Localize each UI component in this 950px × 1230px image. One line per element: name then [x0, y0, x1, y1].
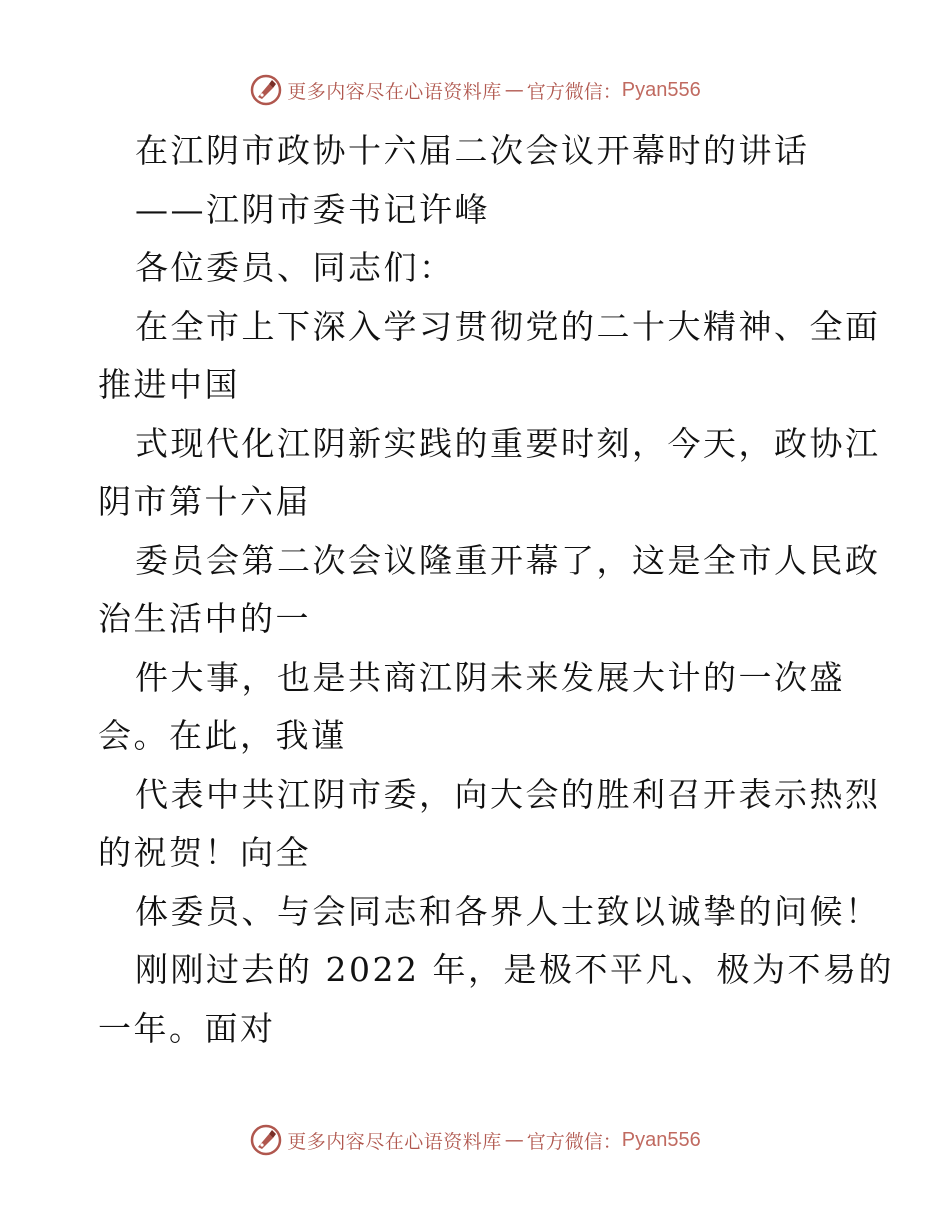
paragraph-line: 阴市第十六届: [98, 482, 311, 521]
header-watermark: [0, 70, 950, 110]
pen-nib-logo-icon: [249, 73, 283, 107]
paragraph-line: 代表中共江阴市委，向大会的胜利召开表示热烈: [135, 774, 881, 814]
paragraph-line: 式现代化江阴新实践的重要时刻，今天，政协江: [135, 423, 881, 463]
paragraph-line: 治生活中的一: [98, 599, 311, 638]
paragraph-line: 的祝贺！向全: [98, 833, 311, 872]
footer-watermark: [0, 1120, 950, 1160]
document-title: 在江阴市政协十六届二次会议开幕时的讲话: [135, 131, 810, 170]
paragraph-line: 推进中国: [98, 365, 240, 404]
paragraph-line: 在全市上下深入学习贯彻党的二十大精神、全面: [135, 306, 881, 346]
watermark-separator: —: [504, 79, 524, 101]
watermark-wechat-id: Pyan556: [621, 1128, 701, 1151]
paragraph-line: 体委员、与会同志和各界人士致以诚挚的问候！: [135, 891, 881, 931]
paragraph-line: 件大事，也是共商江阴未来发展大计的一次盛: [135, 657, 845, 697]
watermark-wechat-label: 官方微信：: [526, 80, 622, 103]
watermark-wechat-id: Pyan556: [621, 78, 701, 101]
document-subtitle: ——江阴市委书记许峰: [135, 189, 490, 229]
watermark-text: 更多内容尽在心语资料库: [287, 80, 502, 103]
paragraph-line: 一年。面对: [98, 1008, 276, 1048]
document-body: [98, 122, 894, 1058]
paragraph-line: 会。在此，我谨: [98, 716, 347, 755]
watermark-wechat-label: 官方微信：: [526, 1130, 622, 1153]
pen-nib-logo-icon: [249, 1123, 283, 1157]
salutation: 各位委员、同志们：: [135, 248, 455, 287]
paragraph-line: 刚刚过去的 2022 年，是极不平凡、极为不易的: [135, 950, 894, 989]
watermark-separator: —: [504, 1129, 524, 1151]
watermark-text: 更多内容尽在心语资料库: [287, 1130, 502, 1153]
paragraph-line: 委员会第二次会议隆重开幕了，这是全市人民政: [135, 540, 881, 580]
